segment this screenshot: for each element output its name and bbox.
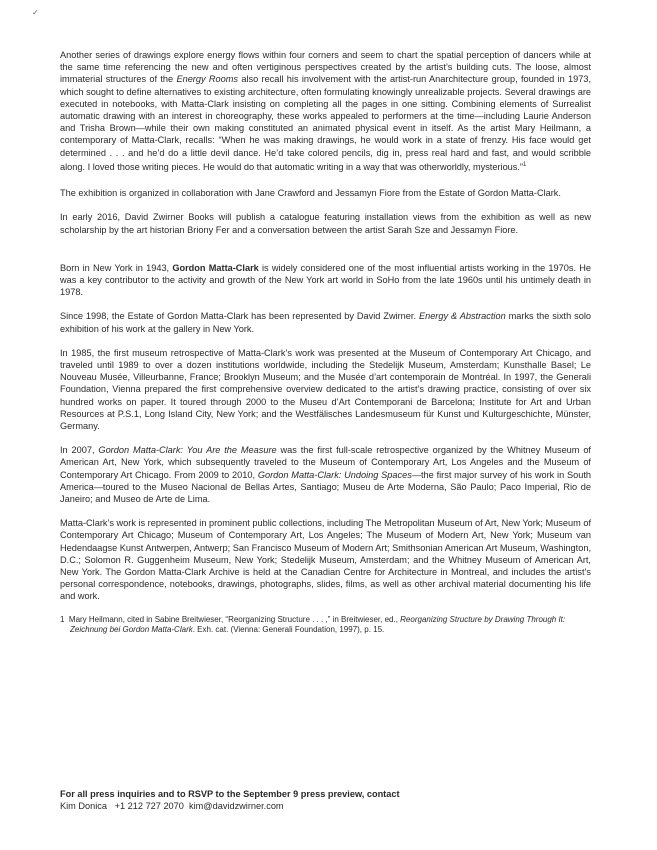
footnote-book-title: Reorganizing Structure by Drawing Through It: Zeichnung bei Gordon Matta-Clark (70, 614, 566, 635)
press-contact (60, 788, 591, 812)
paragraph-catalogue: In early 2016, David Zwirner Books will publish a catalogue featuring installation views from the exhibition as well as new scholarship by the art historian Briony Fer and a conversation between the artist Sarah Sze and Jessamyn Fiore. (60, 212, 591, 235)
footnote: 1 Mary Heilmann, cited in Sabine Breitwieser, “Reorganizing Structure . . . ,” in Breitwieser, ed., Reorganizing Structure by Drawing Through It: Zeichnung bei Gordon Matta-Clark. Exh. cat. (Vienna: Generali Foundation, 1997), p. 15. (60, 614, 566, 635)
artist-name: Gordon Matta-Clark (172, 262, 259, 273)
press-contact-details (60, 800, 591, 812)
you-are-the-measure-title: Gordon Matta-Clark: You Are the Measure (98, 445, 277, 456)
paragraph-1985-retrospective: In 1985, the first museum retrospective of Matta-Clark’s work was presented at the Museum of Contemporary Art Chicago, and traveled until 1989 to over a dozen institutions worldwide, including the Stedelijk Museum, Amsterdam; Kunsthalle Basel; Le Nouveau Musée, Villeurbanne, France; Brooklyn Museum; and the Musée d’art contemporain de Montréal. In 1997, the Generali Foundation, Vienna prepared the first comprehensive overview dedicated to the artist’s drawing practice, consisting of over six hundred works on paper. It toured through 2000 to the Museu d’Art Contemporani de Barcelona; Institute for Art and Urban Resources at P.S.1, Long Island City, New York; and the Westfälisches Landesmuseum für Kunst und Kulturgeschichte, Münster, Germany. (60, 347, 591, 431)
paragraph-2007-retrospective: In 2007, Gordon Matta-Clark: You Are the Measure was the first full-scale retrospective organized by the Whitney Museum of American Art, New York, which subsequently traveled to the Museum of Contemporary Art, Los Angeles and the Museum of Contemporary Art Chicago. From 2009 to 2010, Gordon Matta-Clark: Undoing Spaces—the first major survey of his work in South America—toured to the Museo Nacional de Bellas Artes, Santiago; Museu de Arte Moderna, São Paulo; Paco Imperial, Rio de Janeiro; and Museo de Arte de Lima. (60, 445, 591, 504)
contact-name: Kim Donica (60, 801, 107, 812)
paragraph-bio: Born in New York in 1943, Gordon Matta-Clark is widely considered one of the most influential artists working in the 1970s. He was a key contributor to the activity and growth of the New York art world in SoHo from the late 1960s until his untimely death in 1978. (60, 262, 591, 298)
energy-rooms-title: Energy Rooms (176, 74, 238, 85)
corner-check-mark: ✓ (32, 8, 39, 17)
paragraph-collections: Matta-Clark’s work is represented in prominent public collections, including The Metropolitan Museum of Art, New York; Museum of Contemporary Art Chicago; Museum of Contemporary Art, Los Angeles; The Museum of Modern Art, New York; Museum van Hedendaagse Kunst Antwerpen, Antwerp; San Francisco Museum of Modern Art; Smithsonian American Art Museum, Washington, D.C.; Solomon R. Guggenheim Museum, New York; Stedelijk Museum, Amsterdam; and the Whitney Museum of American Art, New York. The Gordon Matta-Clark Archive is held at the Canadian Centre for Architecture in Montreal, and includes the artist’s personal correspondence, notebooks, drawings, photographs, slides, films, as well as other archival material documenting his life and work. (60, 518, 591, 602)
paragraph-collaboration: The exhibition is organized in collaboration with Jane Crawford and Jessamyn Fiore from the Estate of Gordon Matta-Clark. (60, 188, 561, 199)
contact-phone[interactable]: +1 212 727 2070 (114, 801, 184, 812)
paragraph-representation: Since 1998, the Estate of Gordon Matta-Clark has been represented by David Zwirner. Energy & Abstraction marks the sixth solo exhibition of his work at the gallery in New York. (60, 311, 591, 334)
exhibition-title: Energy & Abstraction (418, 311, 506, 322)
undoing-spaces-title: Gordon Matta-Clark: Undoing Spaces (257, 469, 412, 480)
body-text (60, 49, 591, 636)
contact-email[interactable]: kim@davidzwirner.com (189, 801, 284, 812)
footnote-number: 1 (60, 614, 65, 624)
paragraph-energy-drawings: Another series of drawings explore energy flows within four corners and seem to chart the spatial perception of dancers while at the same time referencing the new and often vertiginous perspectives created by the artist’s building cuts. The loose, almost immaterial structures of the Energy Rooms also recall his involvement with the artist-run Anarchitecture group, founded in 1973, which sought to define alternatives to existing architecture, often formulating knowingly unrealizable projects. Several drawings are executed in notebooks, with Matta-Clark insisting on completing all the pages in one sitting. Combining elements of Surrealist automatic drawing with an interest in choreography, these works appealed to performers at the time—including Laurie Anderson and Trisha Brown—while their own making constituted an animated physical event in itself. As the artist Mary Heilmann, a contemporary of Matta-Clark, recalls: “When he was making drawings, he would work in a state of frenzy. His face would get determined . . . and he’d do a little devil dance. He’d take colored pencils, dig in, press real hard and fast, and would scribble along. I loved those writing pieces. He would do that automatic writing in a way that was otherworldly, mysterious.”$^1$ (60, 50, 591, 172)
footnote-ref: 1 (523, 161, 527, 168)
press-contact-heading: For all press inquiries and to RSVP to the September 9 press preview, contact (60, 789, 400, 799)
